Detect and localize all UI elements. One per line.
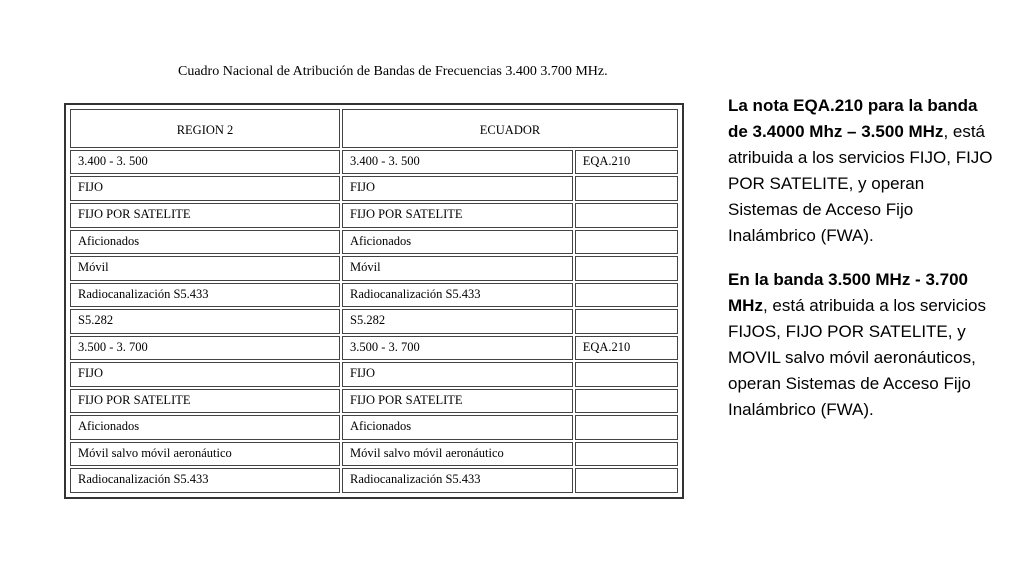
cell-ecuador: Aficionados	[342, 230, 573, 255]
cell-region-2: 3.400 - 3. 500	[70, 150, 340, 175]
table-row	[70, 389, 678, 414]
cell-region-2: FIJO	[70, 362, 340, 387]
cell-ecuador: FIJO	[342, 362, 573, 387]
cell-note	[575, 203, 678, 228]
cell-ecuador: Móvil salvo móvil aeronáutico	[342, 442, 573, 467]
table-row	[70, 256, 678, 281]
cell-note	[575, 442, 678, 467]
cell-note	[575, 389, 678, 414]
cell-note	[575, 256, 678, 281]
cell-ecuador: FIJO	[342, 176, 573, 201]
table-row	[70, 203, 678, 228]
cell-ecuador: S5.282	[342, 309, 573, 334]
cell-note	[575, 468, 678, 493]
cell-region-2: Móvil	[70, 256, 340, 281]
cell-region-2: Radiocanalización S5.433	[70, 283, 340, 308]
cell-ecuador: Radiocanalización S5.433	[342, 283, 573, 308]
cell-note: EQA.210	[575, 150, 678, 175]
cell-note	[575, 362, 678, 387]
cell-region-2: Aficionados	[70, 415, 340, 440]
cell-ecuador: 3.500 - 3. 700	[342, 336, 573, 361]
header-region-2: REGION 2	[70, 109, 340, 148]
table-row	[70, 283, 678, 308]
cell-ecuador: Aficionados	[342, 415, 573, 440]
header-ecuador: ECUADOR	[342, 109, 678, 148]
table-row	[70, 176, 678, 201]
cell-ecuador: FIJO POR SATELITE	[342, 203, 573, 228]
cell-note	[575, 309, 678, 334]
cell-note	[575, 230, 678, 255]
allocation-table-frame	[64, 103, 684, 499]
cell-region-2: FIJO POR SATELITE	[70, 389, 340, 414]
table-row	[70, 336, 678, 361]
cell-region-2: Móvil salvo móvil aeronáutico	[70, 442, 340, 467]
note-band-text: , está atribuida a los servicios FIJOS, FIJO POR SATELITE, y MOVIL salvo móvil aeronáuticos, operan Sistemas de Acceso Fijo Inalámbrico (FWA).	[728, 296, 986, 419]
cell-region-2: FIJO POR SATELITE	[70, 203, 340, 228]
cell-note	[575, 415, 678, 440]
table-row	[70, 230, 678, 255]
cell-ecuador: 3.400 - 3. 500	[342, 150, 573, 175]
notes-panel	[728, 93, 998, 441]
cell-region-2: 3.500 - 3. 700	[70, 336, 340, 361]
table-title: Cuadro Nacional de Atribución de Bandas de Frecuencias 3.400 3.700 MHz.	[178, 64, 608, 79]
table-row	[70, 150, 678, 175]
table-row	[70, 362, 678, 387]
cell-ecuador: Radiocanalización S5.433	[342, 468, 573, 493]
table-row	[70, 468, 678, 493]
cell-region-2: Aficionados	[70, 230, 340, 255]
cell-ecuador: FIJO POR SATELITE	[342, 389, 573, 414]
note-band-bold: En la banda 3.500 MHz - 3.700 MHz	[728, 270, 968, 315]
allocation-table	[68, 107, 680, 495]
cell-note: EQA.210	[575, 336, 678, 361]
table-row	[70, 309, 678, 334]
note-eqa210-text: , está atribuida a los servicios FIJO, FIJO POR SATELITE, y operan Sistemas de Acceso Fijo Inalámbrico (FWA).	[728, 122, 993, 245]
cell-note	[575, 283, 678, 308]
table-header-row	[70, 109, 678, 148]
note-eqa210-bold: La nota EQA.210 para la banda de 3.4000 Mhz – 3.500 MHz	[728, 96, 978, 141]
cell-ecuador: Móvil	[342, 256, 573, 281]
table-row	[70, 415, 678, 440]
cell-region-2: Radiocanalización S5.433	[70, 468, 340, 493]
note-band-3500-3700	[728, 267, 998, 423]
note-eqa210	[728, 93, 998, 249]
cell-region-2: FIJO	[70, 176, 340, 201]
cell-region-2: S5.282	[70, 309, 340, 334]
table-row	[70, 442, 678, 467]
cell-note	[575, 176, 678, 201]
